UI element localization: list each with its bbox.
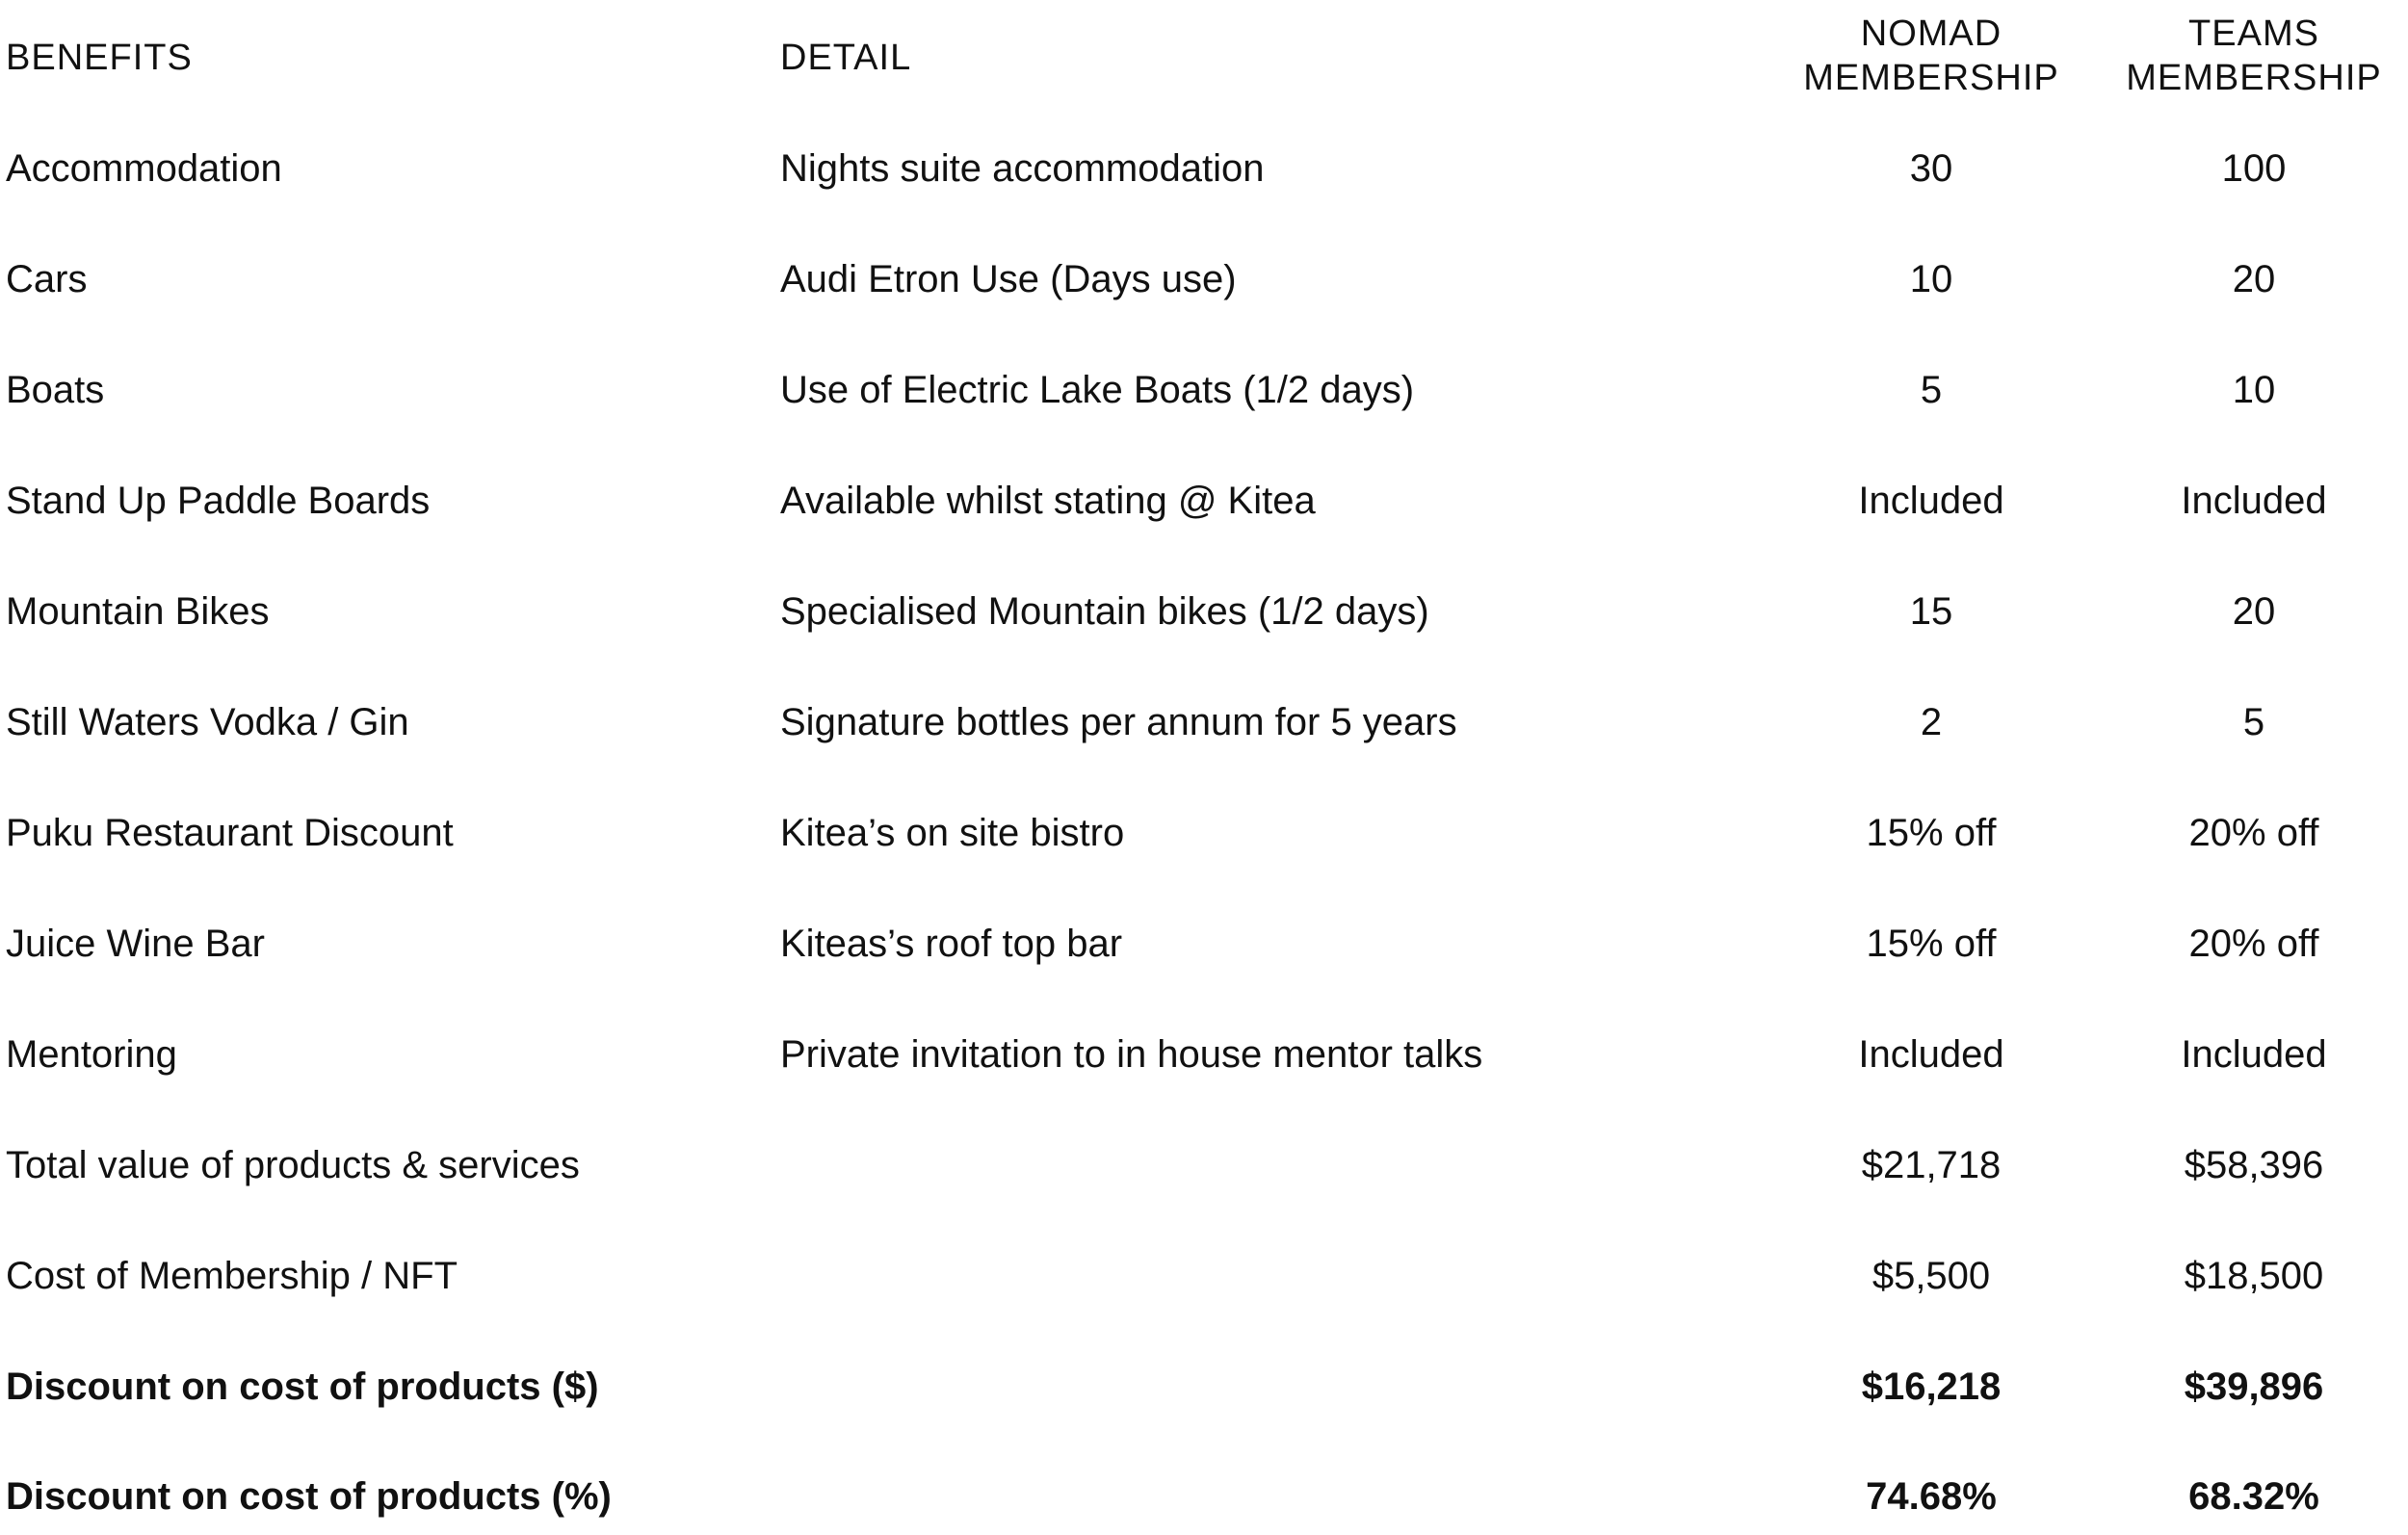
header-detail: DETAIL [780,38,912,78]
detail-cell [780,1348,1743,1425]
teams-cell: 20% off [2188,923,2319,965]
total-value-row [0,1127,2408,1204]
header-benefits: BENEFITS [6,38,193,78]
detail-cell: Signature bottles per annum for 5 years [780,701,1457,743]
detail-cell [780,1237,1743,1314]
table-row [0,684,2408,761]
detail-cell: Audi Etron Use (Days use) [780,258,1237,300]
table-row [0,241,2408,318]
teams-cell: $18,500 [2184,1255,2324,1297]
benefit-cell: Boats [6,369,105,411]
detail-cell: Kiteas’s roof top bar [780,923,1123,965]
nomad-cell: $16,218 [1861,1366,2002,1408]
teams-cell: 20 [2232,590,2276,633]
discount-percent-row [0,1458,2408,1535]
nomad-cell: Included [1858,480,2004,522]
detail-cell [780,1127,1743,1204]
nomad-cell: 2 [1920,701,1943,743]
teams-cell: 10 [2232,369,2276,411]
teams-cell: $39,896 [2184,1366,2324,1408]
benefit-cell: Total value of products & services [6,1144,580,1186]
table-row [0,573,2408,650]
nomad-cell: 15% off [1866,812,1997,854]
table-row [0,351,2408,429]
detail-cell: Nights suite accommodation [780,147,1265,190]
nomad-cell: $21,718 [1861,1144,2002,1186]
nomad-cell: 10 [1909,258,1953,300]
teams-cell: 68.32% [2188,1475,2319,1518]
nomad-cell: $5,500 [1871,1255,1991,1297]
table-header-row [0,0,2408,116]
nomad-cell: 5 [1920,369,1943,411]
teams-cell: 100 [2221,147,2287,190]
teams-cell: 5 [2242,701,2265,743]
teams-cell: Included [2181,480,2327,522]
nomad-cell: Included [1858,1033,2004,1076]
teams-cell: Included [2181,1033,2327,1076]
nomad-cell: 30 [1909,147,1953,190]
benefit-cell: Discount on cost of products (%) [6,1475,612,1518]
benefit-cell: Mountain Bikes [6,590,270,633]
nomad-cell: 74.68% [1866,1475,1997,1518]
table-row [0,794,2408,872]
header-nomad-membership: NOMAD MEMBERSHIP [1803,13,2059,98]
benefit-cell: Juice Wine Bar [6,923,265,965]
detail-cell: Available whilst stating @ Kitea [780,480,1316,522]
discount-dollar-row [0,1348,2408,1425]
nomad-cell: 15 [1909,590,1953,633]
benefit-cell: Puku Restaurant Discount [6,812,454,854]
benefit-cell: Still Waters Vodka / Gin [6,701,409,743]
detail-cell: Private invitation to in house mentor talks [780,1033,1483,1076]
membership-cost-row [0,1237,2408,1314]
benefit-cell: Stand Up Paddle Boards [6,480,431,522]
table-row [0,1016,2408,1093]
table-row [0,462,2408,539]
detail-cell [780,1458,1743,1535]
detail-cell: Specialised Mountain bikes (1/2 days) [780,590,1429,633]
nomad-cell: 15% off [1866,923,1997,965]
teams-cell: $58,396 [2184,1144,2324,1186]
table-row [0,905,2408,982]
teams-cell: 20% off [2188,812,2319,854]
teams-cell: 20 [2232,258,2276,300]
benefit-cell: Discount on cost of products ($) [6,1366,599,1408]
detail-cell: Kitea’s on site bistro [780,812,1125,854]
detail-cell: Use of Electric Lake Boats (1/2 days) [780,369,1415,411]
benefit-cell: Mentoring [6,1033,177,1076]
table-row [0,130,2408,207]
benefit-cell: Accommodation [6,147,282,190]
header-teams-membership: TEAMS MEMBERSHIP [2126,13,2382,98]
benefit-cell: Cars [6,258,88,300]
benefit-cell: Cost of Membership / NFT [6,1255,458,1297]
